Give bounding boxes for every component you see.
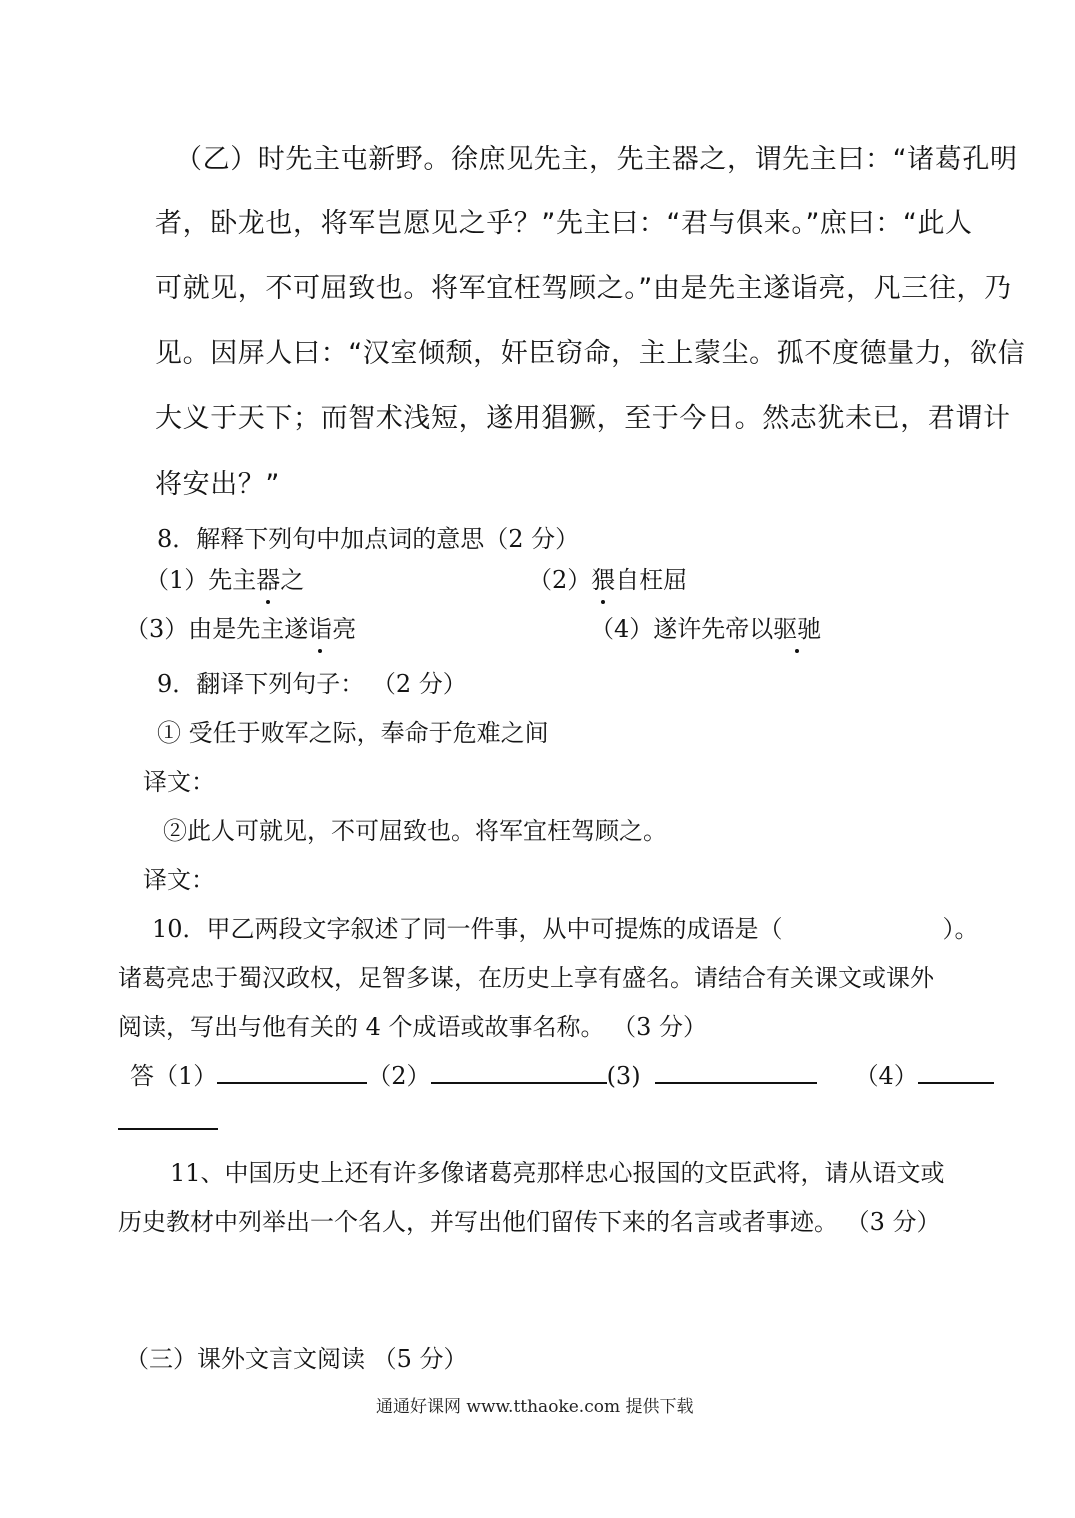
dotted-word: 驱驰 [773,609,821,644]
passage-line-3: 可就见，不可屈致也。将军宜枉驾顾之。”由是先主遂诣亮，凡三往，乃 [155,273,1012,304]
question-9-sentence-1: ① 受任于败军之际，奉命于危难之间 [157,719,549,747]
answer-blank-4-continued[interactable] [118,1128,218,1130]
answer-blank-2[interactable] [431,1060,607,1084]
question-8-title: 8．解释下列句中加点词的意思（2 分） [157,525,580,553]
dotted-word: 器 [256,560,280,595]
question-8-item-2 [528,560,687,595]
question-10-line-3: 阅读，写出与他有关的 4 个成语或故事名称。 （3 分） [118,1013,708,1041]
passage-line-2: 者，卧龙也，将军岂愿见之乎？”先主曰：“君与俱来。”庶曰：“此人 [155,208,973,239]
question-9-title: 9．翻译下列句子： （2 分） [157,670,467,698]
item-4-prefix: （4）遂许先帝以 [590,615,774,643]
dotted-word: 诣 [308,609,332,644]
item-2-suffix: 自枉屈 [615,566,688,594]
answer-label: 答（1） [130,1062,218,1090]
section-3-title: （三）课外文言文阅读 （5 分） [125,1345,468,1373]
item-2-prefix: （2） [528,566,592,594]
question-10-answer-line [130,1056,994,1091]
passage-line-1: （乙）时先主屯新野。徐庶见先主，先主器之，谓先主曰：“诸葛孔明 [175,144,1018,175]
answer-blank-4[interactable] [918,1060,994,1084]
page-footer: 通通好课网 www.tthaoke.com 提供下载 [376,1397,694,1417]
question-9-answer-1-label: 译文： [143,768,215,796]
question-8-item-4 [590,609,821,644]
blank-3-label: (3) [606,1062,641,1090]
question-11-line-2: 历史教材中列举出一个名人，并写出他们留传下来的名言或者事迹。 （3 分） [118,1208,941,1236]
item-3-suffix: 亮 [332,615,357,643]
question-8-item-3 [125,609,356,644]
question-9-sentence-2: ②此人可就见，不可屈致也。将军宜枉驾顾之。 [163,817,667,845]
item-1-suffix: 之 [280,566,305,594]
question-10-line-2: 诸葛亮忠于蜀汉政权，足智多谋，在历史上享有盛名。请结合有关课文或课外 [118,964,934,992]
dotted-word: 猥 [591,560,615,595]
passage-line-4: 见。因屏人曰：“汉室倾颓，奸臣窃命，主上蒙尘。孤不度德量力，欲信 [155,338,1026,369]
passage-line-5: 大义于天下；而智术浅短，遂用猖獗，至于今日。然志犹未已，君谓计 [155,403,1011,434]
blank-4-label: （4） [854,1062,918,1090]
answer-blank-3[interactable] [655,1060,817,1084]
question-11-line-1: 11、中国历史上还有许多像诸葛亮那样忠心报国的文臣武将，请从语文或 [170,1159,945,1187]
question-10-line-1 [152,909,979,944]
question-9-answer-2-label: 译文： [143,866,215,894]
passage-line-6: 将安出？” [155,469,280,500]
question-10-close-paren: ）。 [942,915,979,943]
question-10-prompt: 10．甲乙两段文字叙述了同一件事，从中可提炼的成语是（ [152,915,783,943]
question-8-item-1 [145,560,304,595]
blank-2-label: （2） [367,1062,431,1090]
item-1-prefix: （1）先主 [145,566,257,594]
item-3-prefix: （3）由是先主遂 [125,615,309,643]
answer-blank-1[interactable] [217,1060,367,1084]
